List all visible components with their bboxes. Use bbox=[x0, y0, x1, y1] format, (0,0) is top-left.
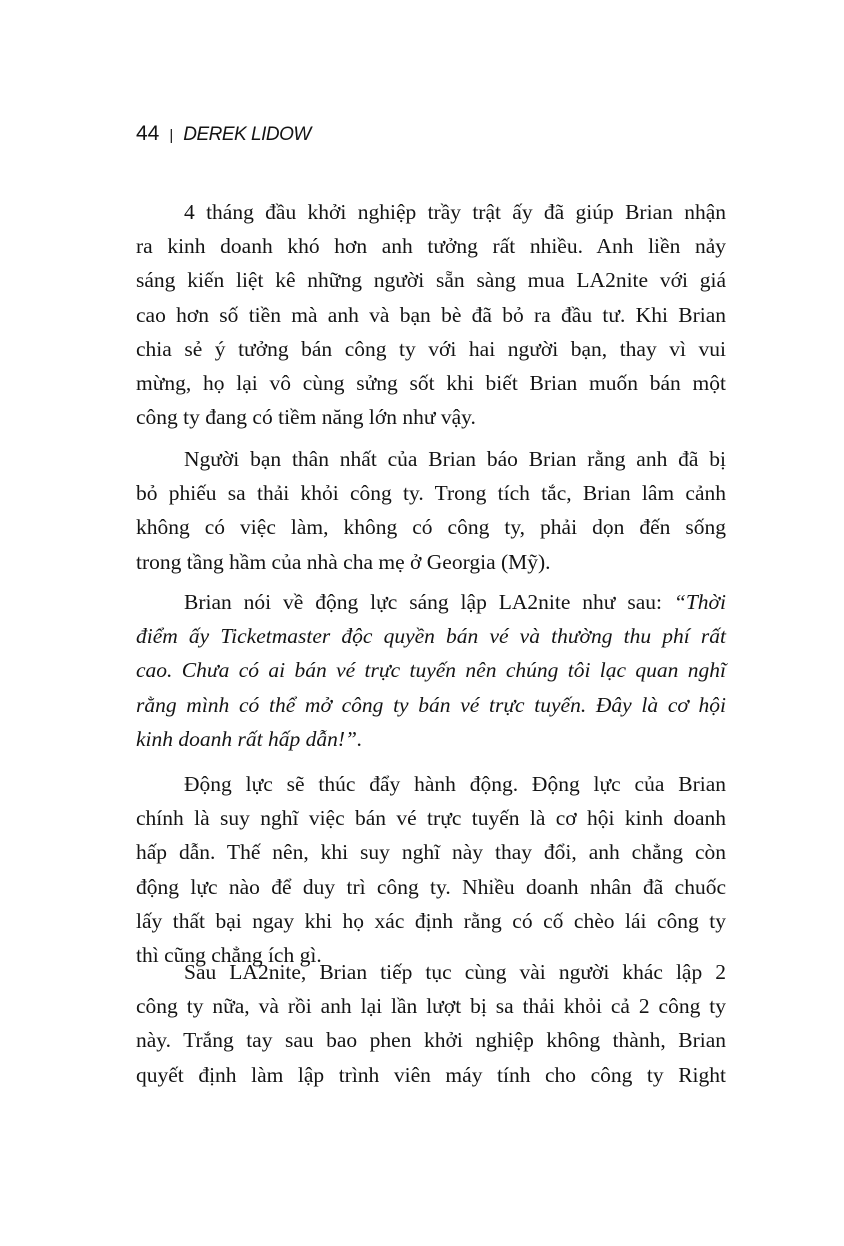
quote-line: rằng mình có thể mở công ty bán vé trực tuyến. Đây là cơ hội bbox=[136, 692, 726, 717]
text-line: cao hơn số tiền mà anh và bạn bè đã bỏ ra đầu tư. Khi Brian bbox=[136, 302, 726, 327]
text-line: lấy thất bại ngay khi họ xác định rằng có cố chèo lái công ty bbox=[136, 908, 726, 933]
quote-line: điểm ấy Ticketmaster độc quyền bán vé và thường thu phí rất bbox=[136, 624, 726, 649]
text-line: hấp dẫn. Thế nên, khi suy nghĩ này thay đổi, anh chẳng còn bbox=[136, 840, 726, 865]
paragraph-2 bbox=[136, 442, 726, 579]
text-line: sáng kiến liệt kê những người sẵn sàng mua LA2nite với giá bbox=[136, 268, 726, 293]
author-name: DEREK LIDOW bbox=[183, 124, 311, 145]
text-line: động lực nào để duy trì công ty. Nhiều doanh nhân đã chuốc bbox=[136, 874, 726, 899]
text-line: thì cũng chẳng ích gì. bbox=[136, 943, 322, 968]
text-line: chia sẻ ý tưởng bán công ty với hai người bạn, thay vì vui bbox=[136, 336, 726, 361]
text-line: quyết định làm lập trình viên máy tính cho công ty Right bbox=[136, 1062, 726, 1087]
text-line: này. Trắng tay sau bao phen khởi nghiệp không thành, Brian bbox=[136, 1028, 726, 1053]
text-line: Động lực sẽ thúc đẩy hành động. Động lực của Brian bbox=[184, 772, 726, 796]
quote-line: kinh doanh rất hấp dẫn!”. bbox=[136, 726, 363, 751]
text-line: không có việc làm, không có công ty, phải dọn đến sống bbox=[136, 515, 726, 540]
paragraph-3 bbox=[136, 585, 726, 756]
text-line: ra kinh doanh khó hơn anh tưởng rất nhiều. Anh liền nảy bbox=[136, 234, 726, 259]
text-line: bỏ phiếu sa thải khỏi công ty. Trong tích tắc, Brian lâm cảnh bbox=[136, 481, 726, 506]
text-line: trong tầng hầm của nhà cha mẹ ở Georgia (Mỹ). bbox=[136, 549, 551, 574]
text-line: Người bạn thân nhất của Brian báo Brian rằng anh đã bị bbox=[184, 447, 726, 471]
text-line bbox=[136, 585, 726, 619]
text-line: mừng, họ lại vô cùng sửng sốt khi biết Brian muốn bán một bbox=[136, 371, 726, 396]
paragraph-5 bbox=[136, 955, 726, 1092]
text-line: chính là suy nghĩ việc bán vé trực tuyến là cơ hội kinh doanh bbox=[136, 806, 726, 831]
paragraph-4 bbox=[136, 767, 726, 972]
page-number: 44 bbox=[136, 122, 160, 145]
paragraph-1 bbox=[136, 195, 726, 434]
quote-start: “Thời bbox=[673, 590, 726, 614]
text-roman: Brian nói về động lực sáng lập LA2nite như sau: bbox=[184, 590, 674, 614]
text-line: công ty nữa, và rồi anh lại lần lượt bị sa thải khỏi cả 2 công ty bbox=[136, 994, 726, 1019]
running-header bbox=[136, 122, 311, 146]
header-separator: | bbox=[169, 127, 174, 144]
text-line: công ty đang có tiềm năng lớn như vậy. bbox=[136, 405, 476, 430]
quote-line: cao. Chưa có ai bán vé trực tuyến nên chúng tôi lạc quan nghĩ bbox=[136, 658, 726, 683]
text-line: 4 tháng đầu khởi nghiệp trầy trật ấy đã giúp Brian nhận bbox=[184, 200, 726, 224]
text-line: Sau LA2nite, Brian tiếp tục cùng vài người khác lập 2 bbox=[184, 960, 726, 984]
